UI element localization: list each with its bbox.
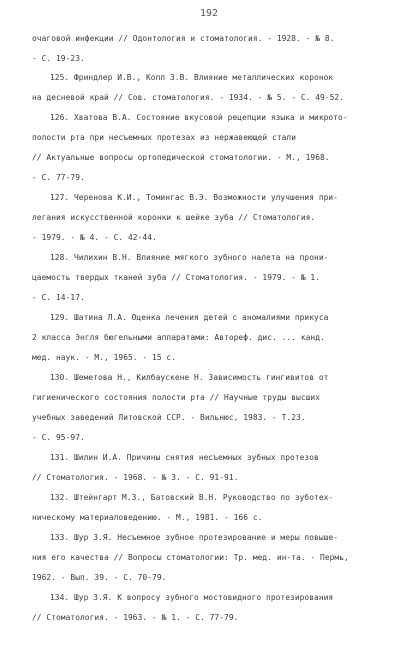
text-line: 133. Шур З.Я. Несъемное зубное протезирование и меры повыше- xyxy=(50,533,339,542)
text-line: цаемость твердых тканей зуба // Стоматология. - 1979. - № 1. xyxy=(32,273,321,282)
text-line: 128. Чилихин В.Н. Влияние мягкого зубного налета на прони- xyxy=(50,253,329,262)
text-line: мед. наук. - М., 1965. - 15 с. xyxy=(32,353,177,362)
text-line: // Стоматология. - 1963. - № 1. - С. 77-79. xyxy=(32,613,239,622)
text-line: очаговой инфекции // Одонтология и стоматология. - 1928. - № 8. xyxy=(32,34,335,43)
text-line: 132. Штейнгарт М.З., Батовский В.Н. Руководство по зуботех- xyxy=(50,493,334,502)
text-line: 126. Хватова В.А. Состояние вкусовой рецепции языка и микрото- xyxy=(50,113,348,122)
text-line: 134. Шур З.Я. К вопросу зубного мостовидного протезирования xyxy=(50,593,334,602)
text-line: 130. Шеметова Н., Килбаускене Н. Зависимость гингивитов от xyxy=(50,373,329,382)
text-line: 2 класса Энгля бюгельными аппаратами: Автореф. дис. ... канд. xyxy=(32,333,325,342)
text-line: - С. 14-17. xyxy=(32,293,85,302)
text-line: гигиенического состояния полости рта // Научные труды высших xyxy=(32,393,321,402)
text-line: легания искусственной коронки к шейке зуба // Стоматология. xyxy=(32,213,316,222)
text-line: 1962. - Вып. 39. - С. 70-79. xyxy=(32,573,167,582)
text-line: ния его качества // Вопросы стоматологии: Тр. мед. ин-та. - Пермь, xyxy=(32,553,349,562)
text-line: ническому материаловедению. - М., 1981. - 166 с. xyxy=(32,513,263,522)
page-number: 192 xyxy=(199,8,219,19)
text-line: 127. Черенова К.И., Томингас В.Э. Возможности улучшения при- xyxy=(50,193,339,202)
text-line: полости рта при несъемных протезах из нержавеющей стали xyxy=(32,133,297,142)
text-line: 131. Шилин И.А. Причины снятия несъемных зубных протезов xyxy=(50,453,319,462)
text-line: - С. 77-79. xyxy=(32,173,85,182)
text-line: - 1979. - № 4. - С. 42-44. xyxy=(32,233,157,242)
text-line: учебных заведений Литовской ССР. - Вильнюс, 1983. - Т.23. xyxy=(32,413,306,422)
text-line: - С. 95-97. xyxy=(32,433,85,442)
text-line: на десневой край // Сов. стоматология. - 1934. - № 5. - С. 49-52. xyxy=(32,93,345,102)
text-line: 125. Фриндлер И.В., Копп З.В. Влияние металлических коронок xyxy=(50,73,334,82)
text-line: - С. 19-23. xyxy=(32,54,85,63)
text-line: // Актуальные вопросы ортопедической стоматологии. - М., 1968. xyxy=(32,153,330,162)
text-line: 129. Шатина Л.А. Оценка лечения детей с аномалиями прикуса xyxy=(50,313,329,322)
text-line: // Стоматология. - 1968. - № 3. - С. 91-91. xyxy=(32,473,239,482)
